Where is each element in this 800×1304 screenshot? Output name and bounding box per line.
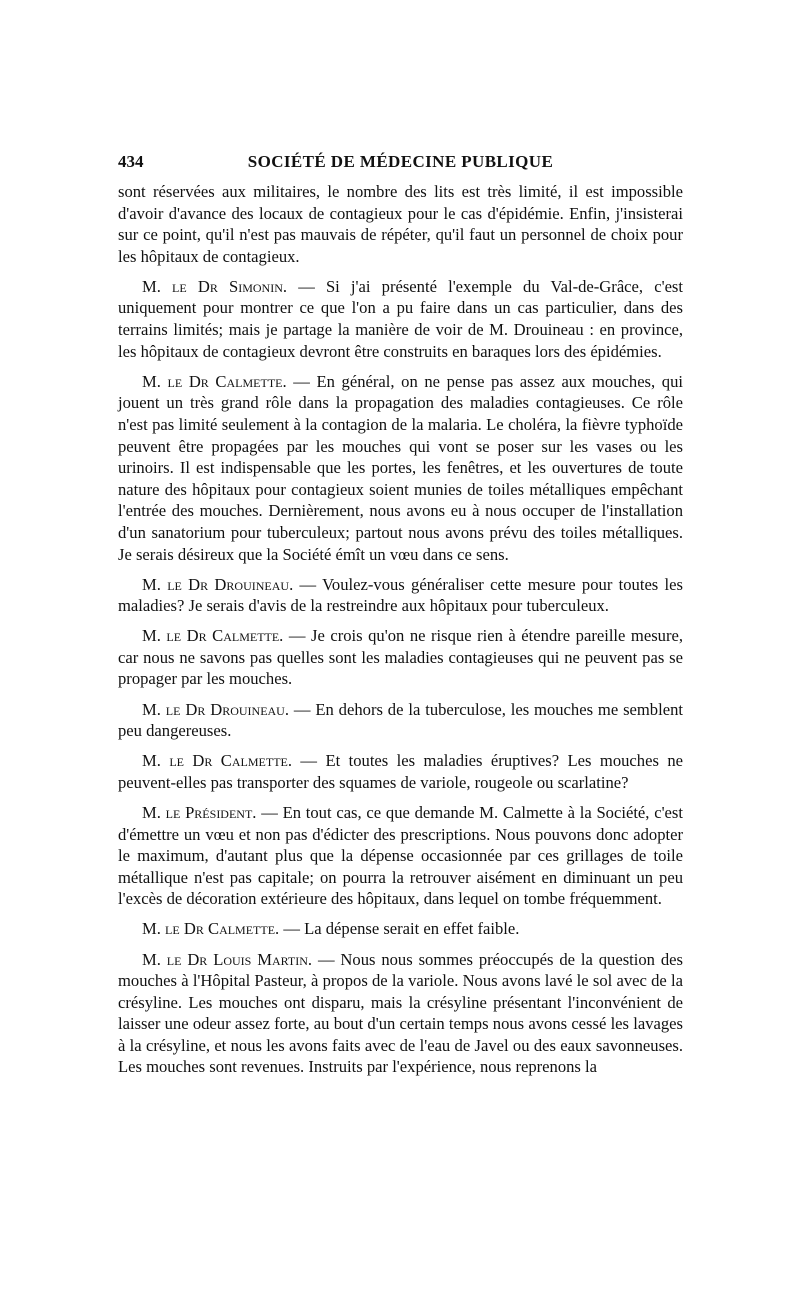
paragraph-text: — Et toutes les maladies éruptives? Les mouches ne peuvent-elles pas transporter des squames de variole, rougeole ou scarlatine? [118, 751, 683, 792]
paragraph [118, 949, 683, 1079]
speaker-name: M. le Dr Simonin. [142, 276, 288, 296]
paragraph [118, 371, 683, 565]
speaker-name: M. le Dr Calmette. [142, 626, 284, 646]
speaker-name: M. le Dr Drouineau. [142, 699, 289, 719]
paragraph [118, 181, 683, 267]
speaker-name: M. le Dr Calmette. [142, 919, 280, 939]
page-header [118, 148, 683, 178]
speaker-name: M. le Dr Louis Martin. [142, 949, 313, 969]
paragraph-text: — La dépense serait en effet faible. [279, 919, 520, 939]
body-text [118, 181, 683, 1087]
paragraph-text: — En général, on ne pense pas assez aux mouches, qui jouent un très grand rôle dans la propagation des maladies contagieuses. Ce rôle n'est pas limité seulement à la contagion de la malaria. Le choléra, la fièvre typhoïde peuvent être propagées par les mouches qui vont se poser sur les vases ou les urinoirs. Il est indispensable que les portes, les fenêtres, et les ouvertures de toute nature des hôpitaux pour contagieux soient munies de toiles métalliques empêchant l'entrée des mouches. Dernièrement, nous avons eu à nous occuper de l'installation d'un sanatorium pour tuberculeux; partout nous avons prévu des toiles métalliques. Je serais désireux que la Société émît un vœu dans ce sens. [118, 371, 683, 564]
paragraph-text: — Voulez-vous généraliser cette mesure pour toutes les maladies? Je serais d'avis de la restreindre aux hôpitaux pour tuberculeux. [118, 574, 683, 616]
paragraph [118, 574, 683, 617]
paragraph [118, 802, 683, 910]
paragraph [118, 699, 683, 742]
page-number: 434 [118, 152, 144, 171]
paragraph-text: — En dehors de la tuberculose, les mouches me semblent peu dangereuses. [118, 699, 683, 741]
paragraph [118, 276, 683, 362]
paragraph-text: — Je crois qu'on ne risque rien à étendre pareille mesure, car nous ne savons pas quelles sont les maladies contagieuses qui ne peuvent pas se propager par les mouches. [118, 626, 683, 689]
speaker-name: M. le Dr Calmette. [142, 751, 293, 771]
paragraph [118, 750, 683, 793]
paragraph-text: sont réservées aux militaires, le nombre des lits est très limité, il est impossible d'avoir d'avance des locaux de contagieux pour le cas d'épidémie. Enfin, j'insisterai sur ce point, qu'il n'est pas mauvais de répéter, qu'il faut un personnel de choix pour les hôpitaux de contagieux. [118, 182, 683, 266]
speaker-name: M. le Dr Calmette. [142, 371, 287, 391]
running-title: SOCIÉTÉ DE MÉDECINE PUBLIQUE [247, 152, 554, 171]
paragraph [118, 625, 683, 690]
speaker-name: M. le Dr Drouineau. [142, 574, 294, 594]
paragraph-text: — Si j'ai présenté l'exemple du Val-de-Grâce, c'est uniquement pour montrer ce que l'on a pu faire dans un cas particulier, dans des terrains limités; mais je partage la manière de voir de M. Drouineau : en province, les hôpitaux de contagieux devront être construits en baraques lors des épidémies. [118, 276, 683, 361]
paragraph [118, 918, 683, 940]
speaker-name: M. le Président. [142, 802, 257, 822]
paragraph-text: — Nous nous sommes préoccupés de la question des mouches à l'Hôpital Pasteur, à propos de la variole. Nous avons lavé le sol avec de la crésyline. Les mouches ont disparu, mais la crésyline présentant l'inconvénient de laisser une odeur assez forte, au bout d'un certain temps nous avons cessé les lavages à la crésyline, et nous les avons faits avec de l'eau de Javel ou des eaux savonneuses. Les mouches sont revenues. Instruits par l'expérience, nous reprenons la [118, 949, 683, 1077]
paragraph-text: — En tout cas, ce que demande M. Calmette à la Société, c'est d'émettre un vœu et non pas d'édicter des prescriptions. Nous pouvons donc adopter le maximum, d'autant plus que la dépense occasionnée par ces grillages de toile métallique n'est pas capitale; on pourra la retrouver aisément en diminuant un peu l'excès de décoration extérieure des hôpitaux, dans lequel on tombe fréquemment. [118, 802, 683, 909]
